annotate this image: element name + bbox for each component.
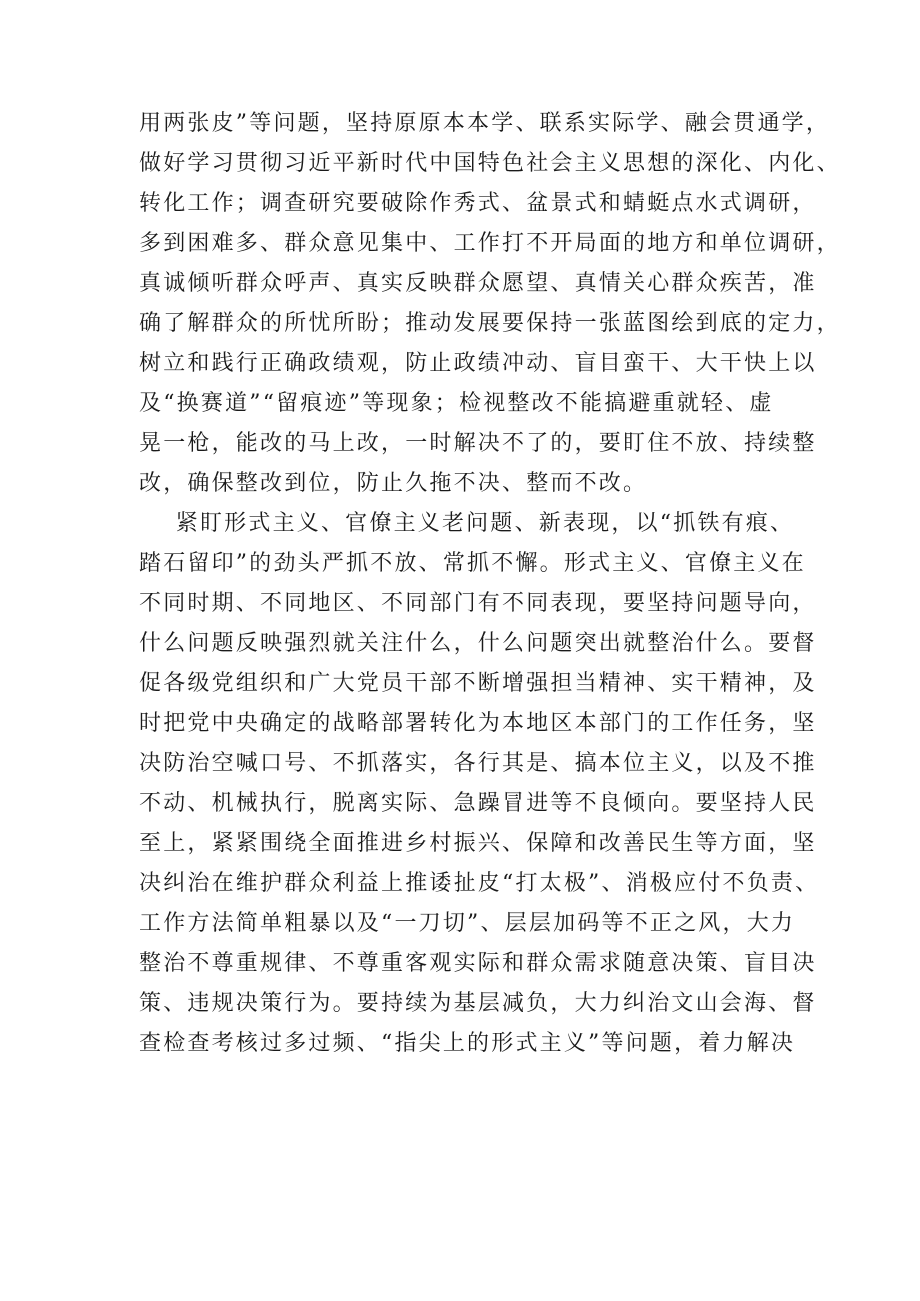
text-line: 工作方法简单粗暴以及“一刀切”、层层加码等不正之风，大力 <box>139 911 796 936</box>
text-line: 不同时期、不同地区、不同部门有不同表现，要坚持问题导向， <box>139 591 817 616</box>
text-line: 决防治空喊口号、不抓落实，各行其是、搞本位主义，以及不推 <box>139 751 817 776</box>
text-line: 真诚倾听群众呼声、真实反映群众愿望、真情关心群众疾苦，准 <box>139 271 817 296</box>
text-line: 踏石留印”的劲头严抓不放、常抓不懈。形式主义、官僚主义在 <box>139 551 806 576</box>
text-line: 及“换赛道”“留痕迹”等现象；检视整改不能搞避重就轻、虚 <box>139 391 774 416</box>
text-line: 改，确保整改到位，防止久拖不决、整而不改。 <box>139 471 648 496</box>
text-line: 转化工作；调查研究要破除作秀式、盆景式和蜻蜓点水式调研， <box>139 191 817 216</box>
text-line: 至上，紧紧围绕全面推进乡村振兴、保障和改善民生等方面，坚 <box>139 831 817 856</box>
text-line: 时把党中央确定的战略部署转化为本地区本部门的工作任务，坚 <box>139 711 817 736</box>
text-line: 策、违规决策行为。要持续为基层减负，大力纠治文山会海、督 <box>139 991 817 1016</box>
text-line: 多到困难多、群众意见集中、工作打不开局面的地方和单位调研， <box>139 231 841 256</box>
text-line: 查检查考核过多过频、“指尖上的形式主义”等问题，着力解决 <box>139 1031 796 1056</box>
text-line: 整治不尊重规律、不尊重客观实际和群众需求随意决策、盲目决 <box>139 951 817 976</box>
text-line: 树立和践行正确政绩观，防止政绩冲动、盲目蛮干、大干快上以 <box>139 351 817 376</box>
text-line: 不动、机械执行，脱离实际、急躁冒进等不良倾向。要坚持人民 <box>139 791 817 816</box>
text-line: 确了解群众的所忧所盼；推动发展要保持一张蓝图绘到底的定力， <box>139 311 841 336</box>
text-line: 决纠治在维护群众利益上推诿扯皮“打太极”、消极应付不负责、 <box>139 871 820 896</box>
text-line: 促各级党组织和广大党员干部不断增强担当精神、实干精神，及 <box>139 671 817 696</box>
body-text <box>139 104 841 1064</box>
text-line: 用两张皮”等问题，坚持原原本本学、联系实际学、融会贯通学， <box>139 111 831 136</box>
text-line: 什么问题反映强烈就关注什么，什么问题突出就整治什么。要督 <box>139 631 817 656</box>
text-line: 紧盯形式主义、官僚主义老问题、新表现，以“抓铁有痕、 <box>139 511 795 536</box>
text-line: 做好学习贯彻习近平新时代中国特色社会主义思想的深化、内化、 <box>139 151 841 176</box>
text-line: 晃一枪，能改的马上改，一时解决不了的，要盯住不放、持续整 <box>139 431 817 456</box>
